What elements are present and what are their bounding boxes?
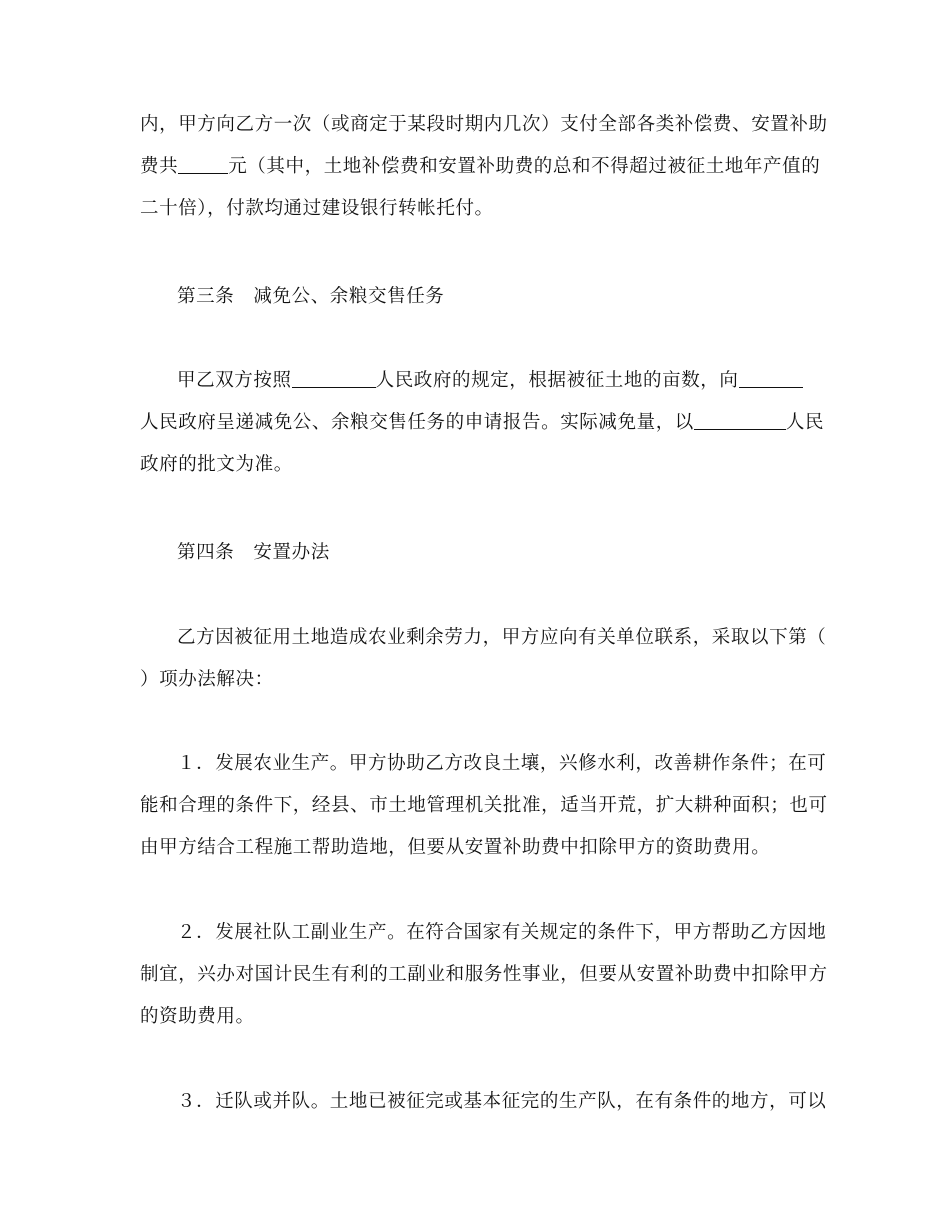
compensation-line-2-after: 元（其中，土地补偿费和安置补助费的总和不得超过被征土地年产值的 [228, 156, 821, 177]
item-2-line-2: 制宜，兴办对国计民生有利的工副业和服务性事业，但要从安置补助费中扣除甲方 [140, 964, 828, 985]
amount-blank [178, 155, 228, 174]
item-1-line-3: 由甲方结合工程施工帮助造地，但要从安置补助费中扣除甲方的资助费用。 [140, 837, 771, 858]
article-4-intro-line-1: 乙方因被征用土地造成农业剩余劳力，甲方应向有关单位联系，采取以下第（ [177, 627, 827, 648]
article-3-line-1 [177, 369, 803, 393]
article-3-line-2 [140, 411, 824, 435]
compensation-line-3: 二十倍），付款均通过建设银行转帐托付。 [140, 198, 494, 219]
item-1-line-1: １．发展农业生产。甲方协助乙方改良土壤，兴修水利，改善耕作条件；在可 [177, 753, 827, 774]
article-3-line-2-a: 人民政府呈递减免公、余粮交售任务的申请报告。实际减免量，以 [140, 412, 694, 433]
compensation-line-1: 内，甲方向乙方一次（或商定于某段时期内几次）支付全部各类补偿费、安置补助 [140, 114, 828, 135]
item-2-line-1: ２．发展社队工副业生产。在符合国家有关规定的条件下，甲方帮助乙方因地 [177, 922, 827, 943]
article-3-heading: 第三条 减免公、余粮交售任务 [177, 286, 445, 307]
item-3-line-1: ３．迁队或并队。土地已被征完或基本征完的生产队，在有条件的地方，可以 [177, 1091, 827, 1112]
article-3-line-1-a: 甲乙双方按照 [177, 370, 292, 391]
government-blank-3 [694, 411, 786, 430]
item-1-line-2: 能和合理的条件下，经县、市土地管理机关批准，适当开荒，扩大耕种面积；也可 [140, 795, 828, 816]
item-2-line-3: 的资助费用。 [140, 1006, 255, 1027]
government-blank-2 [739, 369, 803, 388]
compensation-line-2 [140, 155, 820, 179]
government-blank-1 [292, 369, 376, 388]
article-3-line-1-b: 人民政府的规定，根据被征土地的亩数，向 [375, 370, 739, 391]
compensation-line-2-before: 费共 [140, 156, 179, 177]
article-3-line-3: 政府的批文为准。 [140, 454, 293, 475]
article-3-line-2-b: 人民 [785, 412, 825, 433]
article-4-intro-line-2: ）项办法解决： [140, 669, 274, 690]
article-4-heading: 第四条 安置办法 [177, 542, 330, 563]
